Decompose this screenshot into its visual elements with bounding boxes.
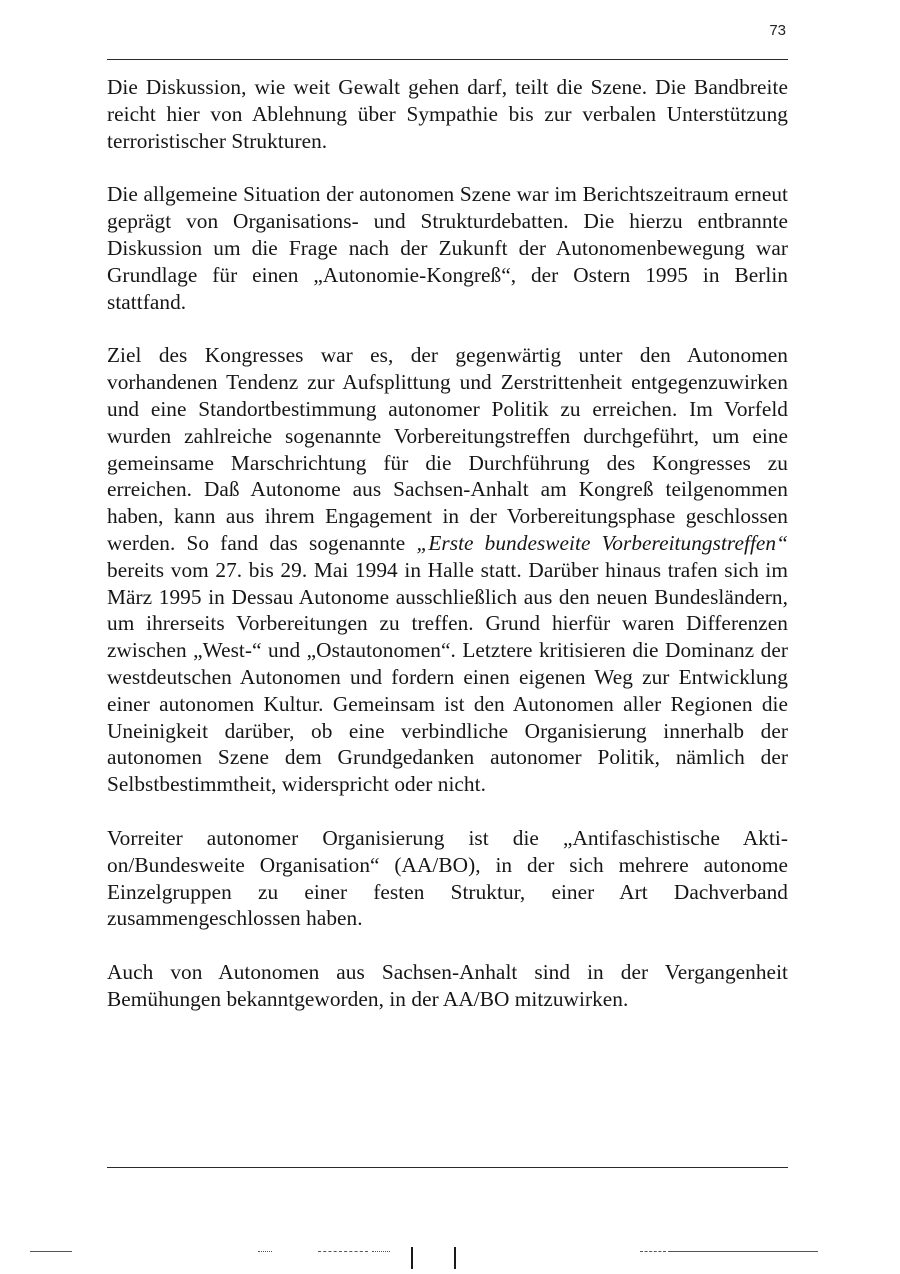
scan-mark-right-a <box>640 1251 666 1252</box>
header-rule <box>107 59 788 60</box>
scan-bar-2 <box>454 1247 456 1269</box>
paragraph-3-text-b: bereits vom 27. bis 29. Mai 1994 in Halle statt. Darüber hinaus trafen sich im März 1995 in Dessau Autonome ausschließlich aus den neuen Bundesländern, um ihrerseits Vorbereitungen zu treffen. Grund hierfür waren Differenzen zwischen „West-“ und „Ostautonomen“. Letztere kritisieren die Dominanz der westdeutschen Autonomen und fordern einen eigenen Weg zur Entwicklung einer autonomen Kultur. Gemeinsam ist den Autonomen aller Regionen die Uneinigkeit darüber, ob eine verbindliche Organisierung innerhalb der autonomen Szene dem Grundgedanken autonomer Politik, nämlich der Selbstbestimmtheit, widerspricht oder nicht. <box>107 557 788 797</box>
paragraph-4: Vorreiter autonomer Organisierung ist die „Antifaschistische Aktion/Bundesweite Organisation“ (AA/BO), in der sich mehrere autonome Einzelgruppen zu einer festen Struktur, einer Art Dachverband zusammengeschlossen haben. <box>107 825 788 931</box>
page-number: 73 <box>769 22 786 39</box>
paragraph-5: Auch von Autonomen aus Sachsen-Anhalt sind in der Vergangenheit Bemühungen bekanntgeworden, in der AA/BO mitzuwirken. <box>107 960 788 1011</box>
footer-rule <box>107 1167 788 1168</box>
paragraph-3 <box>107 342 788 798</box>
paragraph-1: Die Diskussion, wie weit Gewalt gehen darf, teilt die Szene. Die Bandbreite reicht hier von Ablehnung über Sympathie bis zur verbalen Unterstützung terroristischer Strukturen. <box>107 75 788 153</box>
scan-mark-dots-b <box>318 1251 368 1252</box>
paragraph-3-text-a: Ziel des Kongresses war es, der gegenwärtig unter den Autonomen vorhandenen Tendenz zur Aufsplittung und Zerstrittenheit entgegenzuwirken und eine Standortbestimmung autonomer Politik zu erreichen. Im Vorfeld wurden zahlreiche sogenannte Vorbereitungstreffen durchgeführt, um eine gemeinsame Marschrichtung für die Durchführung des Kongresses zu erreichen. Daß Autonome aus Sachsen-Anhalt am Kongreß teilgenommen haben, kann aus ihrem Engagement in der Vorbereitungsphase geschlossen werden. So fand das sogenannte <box>107 343 788 555</box>
scan-mark-left <box>30 1251 72 1252</box>
paragraph-2: Die allgemeine Situation der autonomen Szene war im Berichtszeitraum erneut geprägt von Organisations- und Strukturdebatten. Die hierzu entbrannte Diskussion um die Frage nach der Zukunft der Autonomenbewegung war Grundlage für einen „Autonomie-Kongreß“, der Ostern 1995 in Berlin stattfand. <box>107 182 788 314</box>
scan-bar-1 <box>411 1247 413 1269</box>
scan-mark-right-b <box>668 1251 818 1252</box>
scan-mark-dots-c <box>372 1251 390 1252</box>
body-text <box>107 74 788 1013</box>
scan-mark-dots-a <box>258 1251 272 1252</box>
paragraph-3-italic-title: „Erste bundesweite Vorbereitungstreffen“ <box>416 530 789 555</box>
